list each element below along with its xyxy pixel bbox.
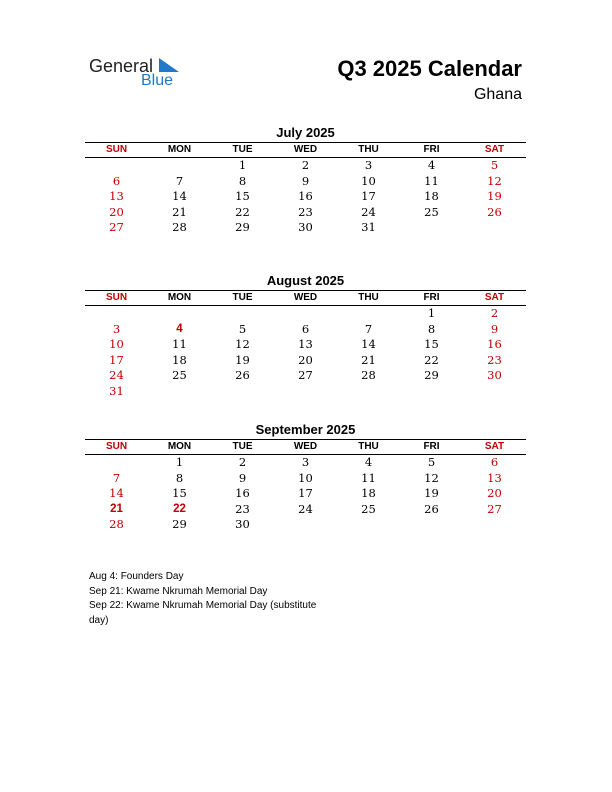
holiday-list — [89, 570, 349, 625]
day-cell: 13 — [109, 189, 124, 203]
page-title: Q3 2025 Calendar — [337, 56, 522, 81]
general-blue-logo — [89, 56, 189, 92]
day-cell: 3 — [364, 158, 373, 172]
weekday-header-row — [85, 439, 526, 455]
holiday-item: day) — [89, 614, 109, 625]
weekday-label: WED — [293, 292, 318, 303]
day-cell: 14 — [109, 486, 124, 500]
week-row — [85, 384, 526, 400]
day-cell: 4 — [364, 455, 373, 469]
day-cell: 2 — [490, 306, 499, 320]
weekday-label: TUE — [232, 292, 253, 303]
week-row — [85, 353, 526, 369]
day-cell: 25 — [361, 501, 376, 516]
holiday-item: Sep 21: Kwame Nkrumah Memorial Day — [89, 585, 268, 597]
day-cell: 22 — [424, 352, 439, 367]
weekday-label: WED — [293, 144, 318, 155]
logo-general-text: General — [89, 56, 154, 76]
day-cell: 19 — [424, 486, 439, 500]
day-cell: 6 — [490, 455, 499, 469]
day-cell: 29 — [424, 368, 439, 382]
day-cell: 3 — [112, 321, 121, 336]
week-row — [85, 337, 526, 353]
day-cell: 14 — [172, 189, 187, 203]
day-cell: 27 — [298, 368, 313, 382]
day-cell: 16 — [298, 189, 313, 203]
weekday-header-row — [85, 142, 526, 158]
day-cell: 10 — [109, 337, 124, 351]
day-cell — [337, 306, 400, 322]
weekday-label: SAT — [484, 441, 505, 452]
day-cell: 28 — [361, 368, 376, 382]
day-cell — [274, 517, 337, 533]
day-cell — [400, 384, 463, 400]
day-cell: 11 — [172, 337, 187, 351]
day-cell: 23 — [298, 204, 313, 219]
day-cell: 1 — [427, 306, 436, 320]
day-cell: 22 — [173, 502, 186, 515]
weekday-label: FRI — [423, 144, 440, 155]
weekday-label: MON — [167, 144, 192, 155]
day-cell: 1 — [175, 455, 184, 469]
week-row — [85, 189, 526, 205]
month-august — [85, 272, 526, 399]
day-cell: 19 — [235, 352, 250, 367]
weekday-label: THU — [358, 292, 379, 303]
weekday-label: SUN — [105, 144, 128, 155]
week-row — [85, 455, 526, 471]
weekday-header-row — [85, 290, 526, 306]
week-row — [85, 486, 526, 502]
day-cell: 7 — [112, 470, 121, 485]
day-cell — [148, 306, 211, 322]
month-july — [85, 124, 526, 236]
country-name: Ghana — [473, 86, 522, 103]
weekday-label: TUE — [232, 441, 253, 452]
day-cell: 30 — [235, 517, 250, 531]
day-cell — [85, 455, 148, 471]
day-cell: 19 — [487, 189, 502, 203]
day-cell: 31 — [109, 383, 124, 398]
month-title: September 2025 — [255, 422, 356, 437]
day-cell: 28 — [109, 517, 124, 531]
day-cell: 15 — [235, 189, 250, 203]
day-cell — [211, 306, 274, 322]
day-cell: 24 — [361, 204, 376, 219]
holiday-item: Aug 4: Founders Day — [89, 571, 184, 582]
day-cell: 17 — [109, 352, 124, 367]
day-cell: 16 — [487, 337, 502, 351]
day-cell: 24 — [109, 368, 124, 382]
logo-triangle-icon — [159, 58, 179, 72]
day-cell: 27 — [109, 220, 124, 234]
day-cell: 25 — [424, 204, 439, 219]
day-cell: 21 — [110, 502, 123, 515]
day-cell: 6 — [301, 321, 310, 336]
day-cell: 3 — [301, 455, 310, 469]
day-cell: 5 — [427, 455, 436, 469]
day-cell: 16 — [235, 486, 250, 500]
day-cell: 22 — [235, 204, 250, 219]
week-row — [85, 502, 526, 518]
day-cell: 28 — [172, 220, 187, 234]
week-row — [85, 174, 526, 190]
week-row — [85, 368, 526, 384]
day-cell: 30 — [298, 220, 313, 234]
day-cell: 26 — [424, 501, 439, 516]
day-cell: 31 — [361, 220, 376, 234]
day-cell — [211, 384, 274, 400]
day-cell: 11 — [424, 173, 439, 188]
day-cell: 1 — [238, 158, 247, 172]
day-cell: 17 — [361, 189, 376, 203]
day-cell: 11 — [361, 470, 376, 485]
day-cell: 9 — [490, 321, 499, 336]
day-cell — [463, 384, 526, 400]
day-cell — [463, 517, 526, 533]
day-cell: 23 — [235, 501, 250, 516]
weekday-label: MON — [167, 441, 192, 452]
day-cell: 18 — [424, 189, 439, 203]
day-cell: 8 — [238, 173, 247, 188]
day-cell: 9 — [301, 173, 310, 188]
day-cell — [85, 158, 148, 174]
weekday-label: SAT — [484, 292, 505, 303]
day-cell: 5 — [238, 321, 247, 336]
day-cell — [463, 220, 526, 236]
weekday-label: WED — [293, 441, 318, 452]
day-cell: 24 — [298, 501, 313, 516]
day-cell: 12 — [235, 337, 250, 351]
day-cell: 2 — [238, 455, 247, 469]
day-cell: 29 — [172, 517, 187, 531]
day-cell: 6 — [112, 173, 121, 188]
day-cell: 4 — [427, 158, 436, 172]
day-cell: 10 — [298, 470, 313, 485]
day-cell: 21 — [361, 352, 376, 367]
day-cell: 9 — [238, 470, 247, 485]
weekday-label: SAT — [484, 144, 505, 155]
day-cell — [148, 158, 211, 174]
day-cell — [148, 384, 211, 400]
day-cell — [400, 517, 463, 533]
week-row — [85, 205, 526, 221]
week-row — [85, 306, 526, 322]
day-cell — [400, 220, 463, 236]
weekday-label: FRI — [423, 441, 440, 452]
day-cell: 21 — [172, 204, 187, 219]
day-cell: 20 — [298, 352, 313, 367]
month-title: August 2025 — [266, 273, 345, 288]
day-cell — [85, 306, 148, 322]
day-cell: 30 — [487, 368, 502, 382]
day-cell: 26 — [487, 204, 502, 219]
day-cell: 7 — [364, 321, 373, 336]
day-cell: 29 — [235, 220, 250, 234]
weekday-label: MON — [167, 292, 192, 303]
day-cell: 17 — [298, 486, 313, 500]
month-title: July 2025 — [276, 125, 335, 140]
day-cell: 10 — [361, 173, 376, 188]
weekday-label: TUE — [232, 144, 253, 155]
weekday-label: SUN — [105, 292, 128, 303]
month-september — [85, 421, 526, 533]
day-cell: 2 — [301, 158, 310, 172]
day-cell: 23 — [487, 352, 502, 367]
day-cell — [274, 384, 337, 400]
day-cell: 4 — [176, 322, 183, 335]
logo-blue-text: Blue — [141, 72, 174, 89]
day-cell: 8 — [427, 321, 436, 336]
week-row — [85, 517, 526, 533]
day-cell: 20 — [487, 486, 502, 500]
weekday-label: FRI — [423, 292, 440, 303]
day-cell: 12 — [424, 470, 439, 485]
day-cell: 18 — [172, 352, 187, 367]
day-cell: 15 — [172, 486, 187, 500]
weekday-label: SUN — [105, 441, 128, 452]
day-cell: 7 — [175, 173, 184, 188]
day-cell — [274, 306, 337, 322]
day-cell: 14 — [361, 337, 376, 351]
day-cell: 13 — [298, 337, 313, 351]
weekday-label: THU — [358, 441, 379, 452]
day-cell: 18 — [361, 486, 376, 500]
week-row — [85, 220, 526, 236]
day-cell: 15 — [424, 337, 439, 351]
day-cell: 5 — [490, 158, 499, 172]
day-cell: 27 — [487, 501, 502, 516]
day-cell — [337, 384, 400, 400]
day-cell: 25 — [172, 368, 187, 382]
day-cell — [337, 517, 400, 533]
week-row — [85, 158, 526, 174]
week-row — [85, 322, 526, 338]
day-cell: 20 — [109, 204, 124, 219]
day-cell: 13 — [487, 470, 502, 485]
day-cell: 12 — [487, 173, 502, 188]
week-row — [85, 471, 526, 487]
day-cell: 26 — [235, 368, 250, 382]
day-cell: 8 — [175, 470, 184, 485]
weekday-label: THU — [358, 144, 379, 155]
holiday-item: Sep 22: Kwame Nkrumah Memorial Day (substitute — [89, 600, 317, 611]
